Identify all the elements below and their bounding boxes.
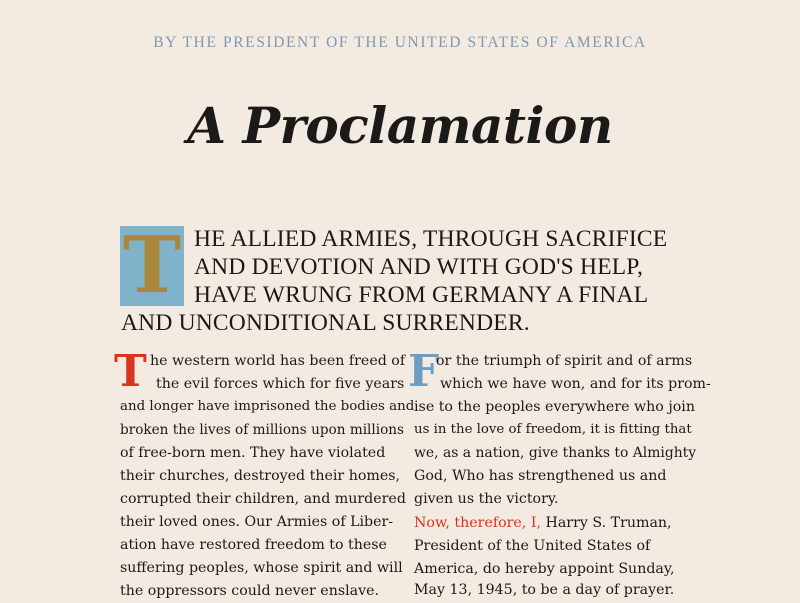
right-column-line: America, do hereby appoint Sunday, <box>414 561 675 577</box>
intro-line: HAVE WRUNG FROM GERMANY A FINAL <box>194 282 649 308</box>
intro-dropcap-letter: T <box>122 220 182 311</box>
right-column-line: us in the love of freedom, it is fitting that <box>414 422 692 437</box>
right-column-line: ise to the peoples everywhere who join <box>414 399 695 415</box>
left-column-line: their loved ones. Our Armies of Liber- <box>120 514 394 530</box>
proclamation-title: A Proclamation <box>187 96 613 155</box>
left-column-line: broken the lives of millions upon millions <box>120 422 405 438</box>
right-column-line: given us the victory. <box>414 491 559 507</box>
left-column-dropcap: T <box>114 346 147 397</box>
left-column-line: the oppressors could never enslave. <box>120 583 380 599</box>
left-column-line: corrupted their children, and murdered <box>120 491 406 507</box>
left-column-line: of free-born men. They have violated <box>120 445 386 461</box>
right-column-line: God, Who has strengthened us and <box>414 468 667 484</box>
right-column-line: or the triumph of spirit and of arms <box>436 353 693 369</box>
left-column-line: he western world has been freed of <box>150 353 406 369</box>
signatory-name: Harry S. Truman, <box>540 515 672 531</box>
right-column-dropcap: F <box>408 346 440 397</box>
right-column-line <box>414 512 672 535</box>
left-column-line: and longer have imprisoned the bodies and <box>120 399 415 414</box>
right-column-line: which we have won, and for its prom- <box>440 376 711 392</box>
left-column-line: their churches, destroyed their homes, <box>120 468 401 484</box>
intro-line: AND DEVOTION AND WITH GOD'S HELP, <box>194 254 644 280</box>
intro-dropcap <box>120 220 184 311</box>
left-column-line: ation have restored freedom to these <box>120 537 387 553</box>
right-column-line: May 13, 1945, to be a day of prayer. <box>414 582 675 598</box>
right-column-line: President of the United States of <box>414 538 651 554</box>
intro-line: HE ALLIED ARMIES, THROUGH SACRIFICE <box>194 226 668 252</box>
left-column-line: the evil forces which for five years <box>156 376 405 392</box>
proclamation-header: BY THE PRESIDENT OF THE UNITED STATES OF AMERICA <box>153 34 647 51</box>
intro-line: AND UNCONDITIONAL SURRENDER. <box>121 310 530 336</box>
right-column-line: we, as a nation, give thanks to Almighty <box>414 445 697 461</box>
now-therefore-lead: Now, therefore, I, <box>414 515 541 531</box>
left-column-line: suffering peoples, whose spirit and will <box>120 560 403 576</box>
